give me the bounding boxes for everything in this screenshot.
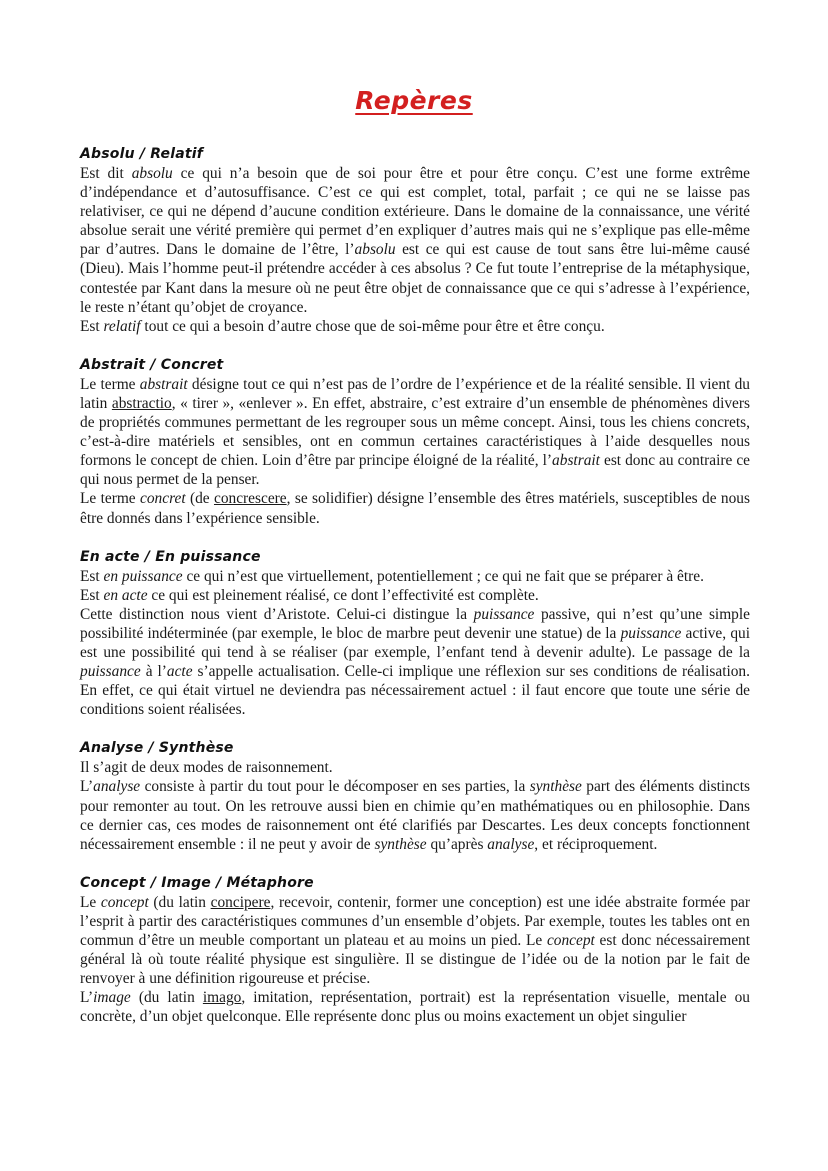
emphasized-term: synthèse <box>529 778 582 796</box>
paragraph <box>80 988 750 1026</box>
text-run: Le <box>80 893 101 911</box>
emphasized-term: relatif <box>103 317 141 335</box>
text-run: ce qui n’est que virtuellement, potentiellement ; ce qui ne fait que se préparer à être. <box>182 567 704 585</box>
emphasized-term: puissance <box>473 605 535 623</box>
text-run: part des éléments distincts pour remonter au tout. On les retrouve aussi bien en chimie qu’en mathématiques ou en philosophie. Dans ce dernier cas, ces modes de raisonnement ont été clarifiés par Descartes. Les deux concepts fonctionnent nécessairement ensemble : il ne peut y avoir de <box>80 778 751 853</box>
section <box>80 144 750 336</box>
paragraph <box>80 586 750 605</box>
text-run: , et réciproquement. <box>534 835 658 853</box>
text-run: Il s’agit de deux modes de raisonnement. <box>80 759 333 777</box>
paragraph <box>80 567 750 586</box>
text-run: tout ce qui a besoin d’autre chose que de soi-même pour être et être conçu. <box>140 317 605 335</box>
text-run: ce qui est pleinement réalisé, ce dont l’effectivité est complète. <box>147 586 539 604</box>
emphasized-term: synthèse <box>374 835 427 853</box>
emphasized-term: analyse <box>93 778 141 796</box>
emphasized-term: puissance <box>80 663 141 681</box>
section-heading: Abstrait / Concret <box>80 356 224 373</box>
text-run: consiste à partir du tout pour le décomposer en ses parties, la <box>140 778 530 796</box>
text-run: L’ <box>80 778 94 796</box>
emphasized-term: analyse <box>487 835 535 853</box>
section-heading: Concept / Image / Métaphore <box>80 874 314 891</box>
emphasized-term: absolu <box>354 241 396 259</box>
text-run: Est <box>80 317 104 335</box>
text-run: désigne tout ce qui n’est pas de l’ordre de l’expérience et de la réalité sensible. Il vient du latin <box>80 375 750 412</box>
emphasized-term: acte <box>166 663 193 681</box>
paragraph <box>80 164 750 317</box>
paragraph <box>80 317 750 336</box>
section-heading: Absolu / Relatif <box>80 146 204 162</box>
section <box>80 355 750 528</box>
emphasized-term: concret <box>140 490 186 508</box>
text-run: , imitation, représentation, portrait) est la représentation visuelle, mentale ou concrète, d’un objet quelconque. Elle représente donc plus ou moins exactement un objet singulier <box>80 989 750 1026</box>
emphasized-term: concept <box>100 893 149 911</box>
document-body <box>80 144 750 1045</box>
emphasized-term: puissance <box>620 624 682 642</box>
text-run: Est <box>80 567 104 585</box>
text-run: active, qui est une possibilité qui tend à se réaliser (par exemple, l’enfant tend à devenir adulte). Le passage de la <box>80 624 750 661</box>
section-heading: Analyse / Synthèse <box>80 740 234 757</box>
paragraph <box>80 758 750 777</box>
paragraph <box>80 893 750 988</box>
emphasized-term: absolu <box>131 165 173 182</box>
text-run: (de <box>185 490 214 508</box>
text-run: est donc au contraire ce qui nous permet de la penser. <box>80 452 751 489</box>
section <box>80 738 750 853</box>
text-run: qu’après <box>426 835 488 853</box>
paragraph <box>80 489 750 527</box>
text-run: Cette distinction nous vient d’Aristote. Celui-ci distingue la <box>80 605 474 623</box>
text-run: , se solidifier) désigne l’ensemble des êtres matériels, susceptibles de nous être donnés dans l’expérience sensible. <box>80 490 750 527</box>
text-run: passive, qui n’est qu’une simple possibilité indéterminée (par exemple, le bloc de marbre peut devenir une statue) de la <box>80 605 750 642</box>
latin-etymology: imago <box>202 989 242 1007</box>
text-run: L’ <box>80 989 94 1007</box>
text-run: ce qui n’a besoin que de soi pour être et pour être conçu. C’est une forme extrême d’indépendance et d’autosuffisance. C’est ce qui est complet, total, parfait ; ce qui ne se laisse pas relativiser, ce qui ne dépend d’aucune condition extérieure. Dans le domaine de la connaissance, une vérité absolue serait une vérité première qui permet d’en expliquer d’autres mais qui ne s’explique pas elle-même par d’autres. Dans le domaine de l’être, l’ <box>80 165 751 259</box>
text-run: , « tirer », «enlever ». En effet, abstraire, c’est extraire d’un ensemble de phénomènes divers de propriétés communes permettant de les regrouper sous un même concept. Ainsi, tous les chiens concrets, c’est-à-dire matériels et sensibles, ont en commun certaines caractéristiques à l’aide desquelles nous formons le concept de chien. Loin d’être par principe éloigné de la réalité, l’ <box>80 394 750 470</box>
emphasized-term: concept <box>546 932 595 949</box>
text-run: (du latin <box>148 893 211 911</box>
emphasized-term: image <box>93 989 131 1007</box>
latin-etymology: concipere <box>210 893 271 911</box>
section <box>80 873 750 1027</box>
section-heading: En acte / En puissance <box>80 548 261 565</box>
text-run: Est <box>80 586 104 604</box>
text-run: Le terme <box>80 375 140 393</box>
paragraph <box>80 777 750 853</box>
text-run: s’appelle actualisation. Celle-ci implique une réflexion sur ses conditions de réalisation. En effet, ce qui était virtuel ne deviendra pas nécessairement actuel : il faut encore que toute une série de conditions soient réalisées. <box>80 663 750 719</box>
text-run: est ce qui est cause de tout sans être lui-même causé (Dieu). Mais l’homme peut-il prétendre accéder à ces absolus ? Ce fut toute l’entreprise de la métaphysique, contestée par Kant dans la mesure où ne peut être objet de connaissance que ce qui s’adresse à l’expérience, le reste n’étant qu’objet de croyance. <box>80 241 750 316</box>
text-run: Est dit <box>80 165 132 182</box>
page-title: Repères <box>355 86 473 115</box>
section <box>80 547 750 720</box>
paragraph <box>80 605 750 720</box>
text-run: est donc nécessairement général là où toute réalité physique est singulière. Il se distingue de l’idée ou de la notion par le fait de renvoyer à une définition rigoureuse et précise. <box>80 932 750 988</box>
emphasized-term: en acte <box>103 586 148 604</box>
text-run: Le terme <box>80 490 141 508</box>
text-run: à l’ <box>140 663 167 681</box>
latin-etymology: concrescere <box>213 490 287 508</box>
latin-etymology: abstractio <box>111 394 172 412</box>
emphasized-term: abstrait <box>552 452 600 470</box>
emphasized-term: en puissance <box>103 567 183 585</box>
emphasized-term: abstrait <box>139 375 188 393</box>
paragraph <box>80 375 750 490</box>
text-run: , recevoir, contenir, former une conception) est une idée abstraite formée par l’esprit à partir des caractéristiques communes d’un ensemble d’objets. Par exemple, toutes les tables ont en commun d’être un meuble comportant un plateau et au moins un pied. Le <box>80 893 750 949</box>
text-run: (du latin <box>130 989 203 1007</box>
